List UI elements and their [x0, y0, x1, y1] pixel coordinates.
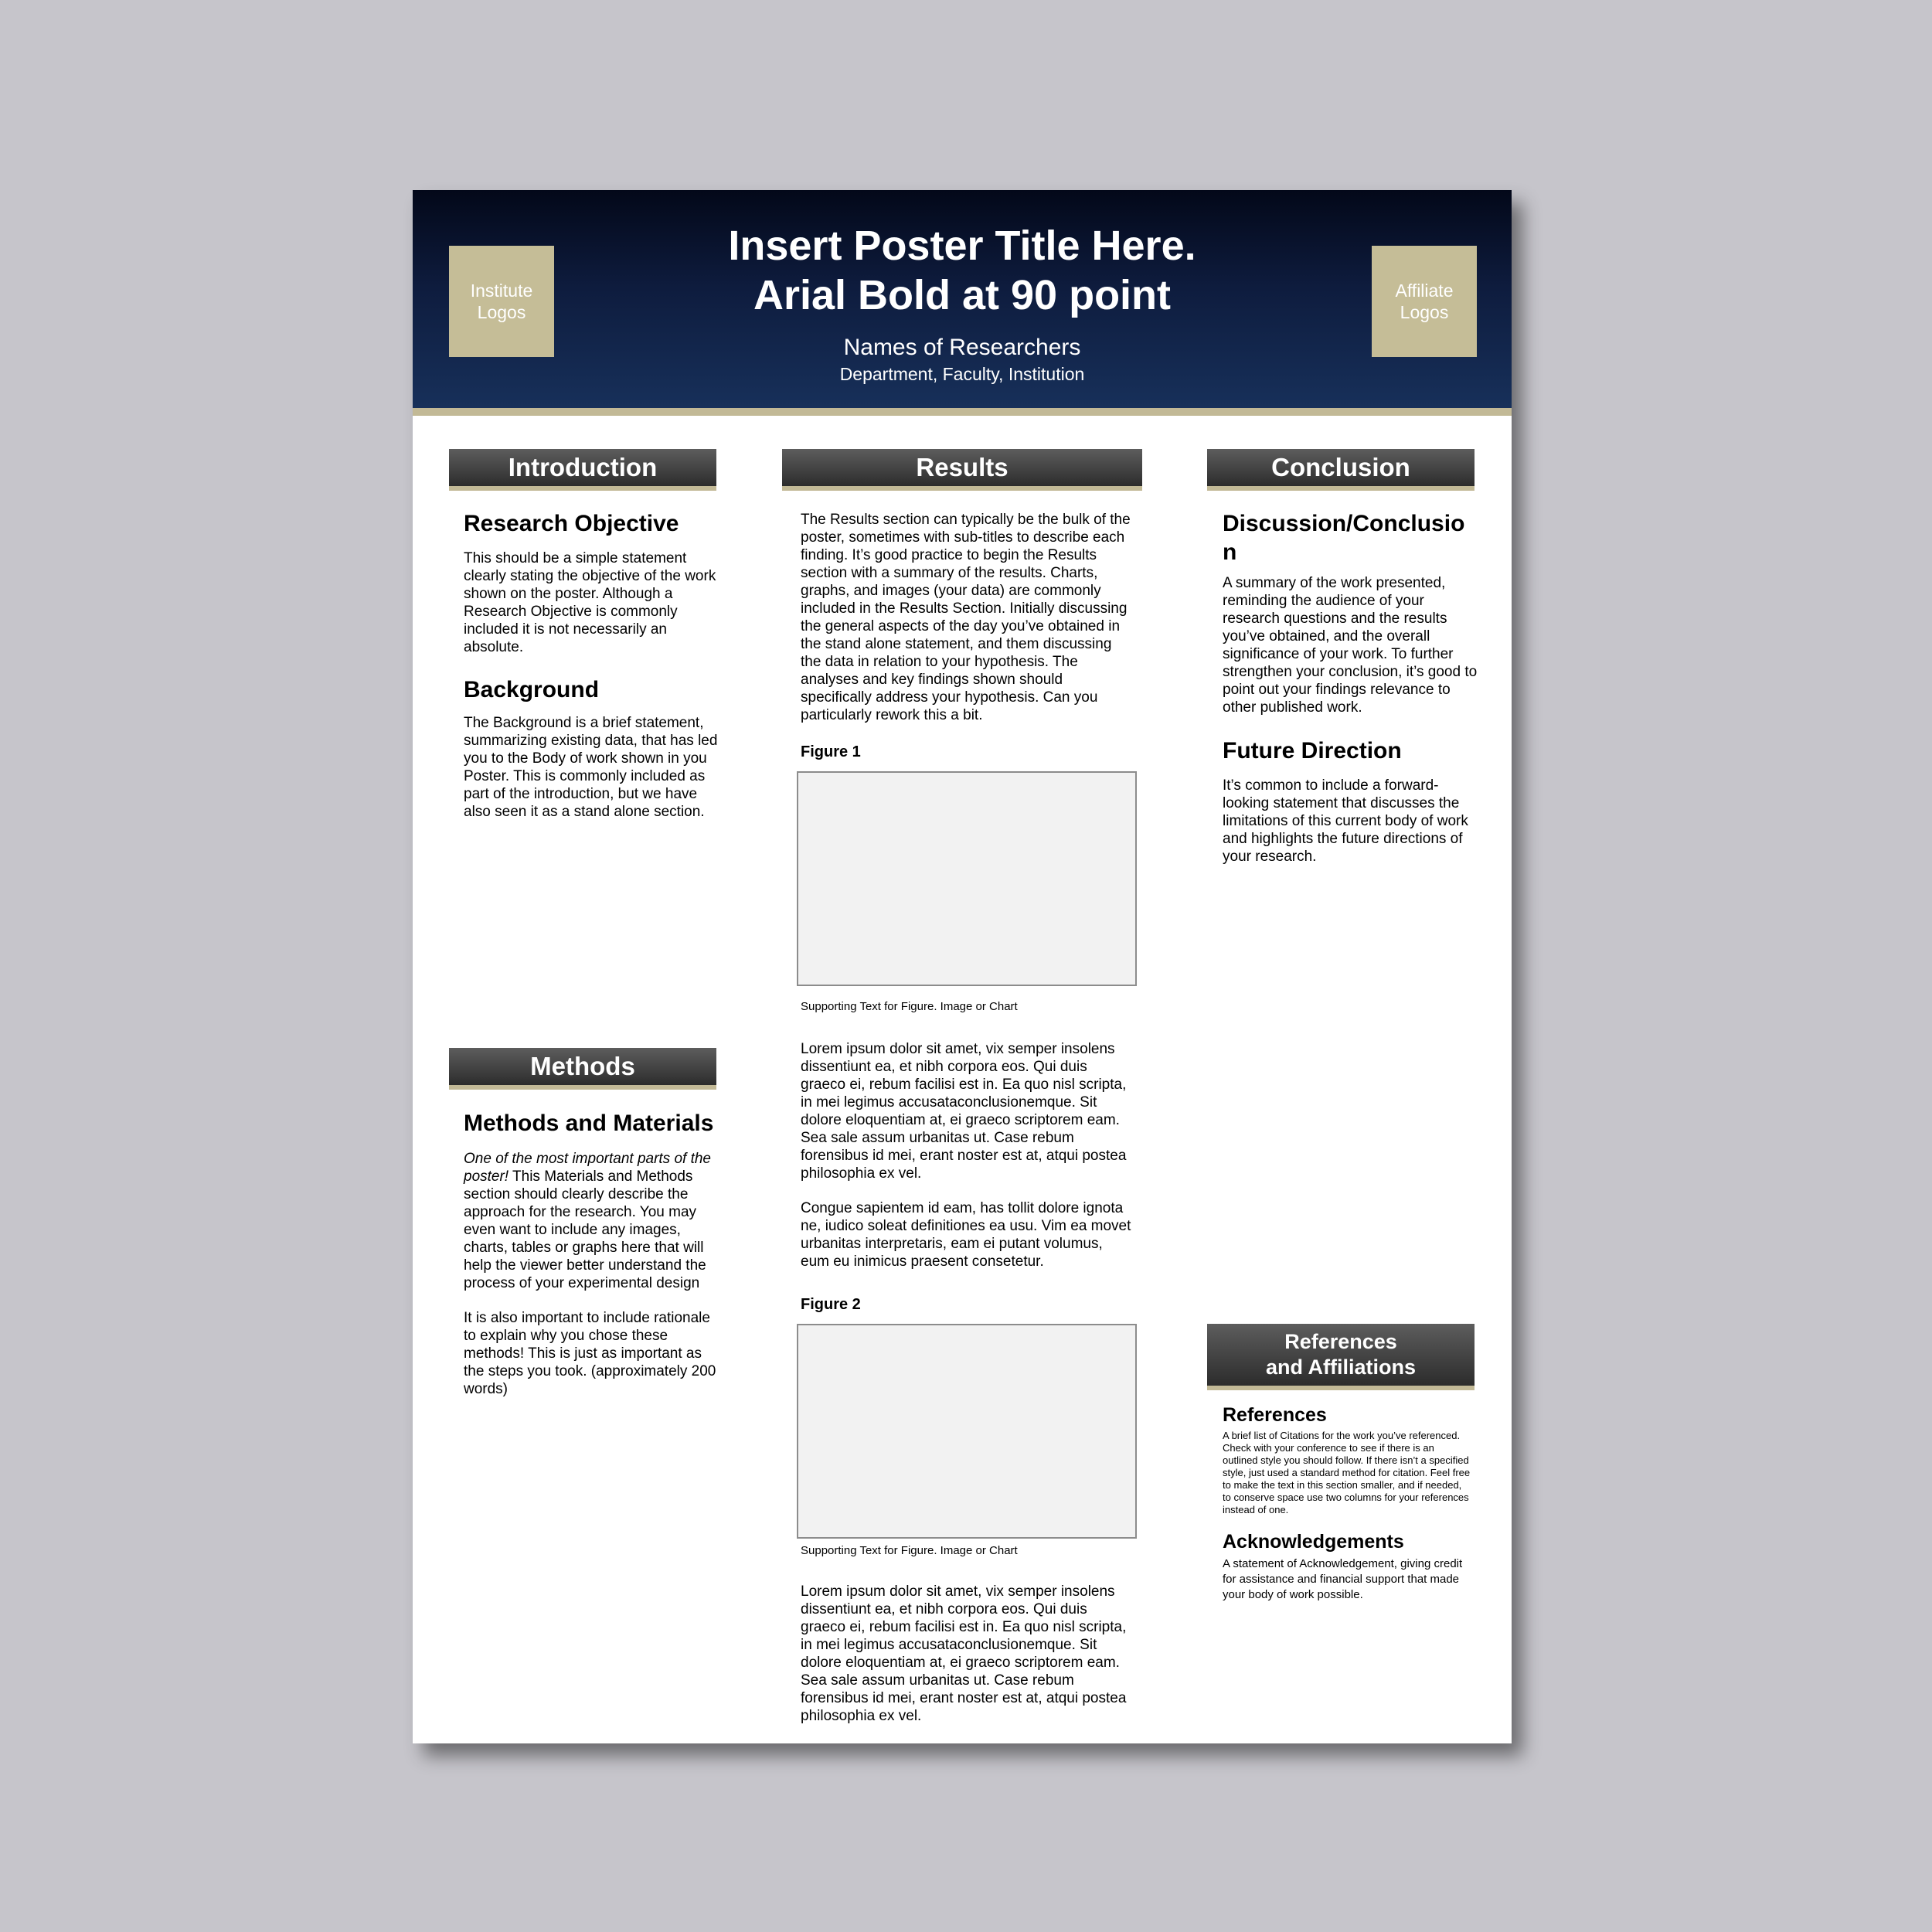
- future-direction-text: It’s common to include a forward-looking statement that discusses the limitations of this current body of work and highlights the future directions of your research.: [1223, 777, 1468, 865]
- discussion-text: A summary of the work presented, reminding the audience of your research questions and the results you’ve obtained, and the overall significance of your work. To further strengthen your conclusion, it’s good to point out your findings relevance to other published work.: [1223, 575, 1478, 716]
- section-heading-results: Results: [782, 449, 1142, 491]
- title-line-1: Insert Poster Title Here.: [728, 223, 1196, 269]
- discussion-conclusion-title: Discussion/Conclusio n: [1223, 511, 1465, 565]
- figure-2-placeholder: [797, 1324, 1137, 1539]
- poster: [413, 190, 1512, 1743]
- results-intro-text: The Results section can typically be the bulk of the poster, sometimes with sub-titles to describe each finding. It’s good practice to begin the Results section with a summary of the results. Charts, graphs, and images (your data) are commonly included in the Results Section. Initially discussing the general aspects of the day you’ve obtained in the stand alone statement, and them discussing the data in relation to your hypothesis. The analyses and key findings shown should specifically address your hypothesis. Can you particularly rework this a bit.: [801, 512, 1131, 723]
- methods-materials-title: Methods and Materials: [464, 1111, 714, 1136]
- section-heading-conclusion: Conclusion: [1207, 449, 1475, 491]
- section-heading-references: References and Affiliations: [1207, 1324, 1475, 1390]
- methods-text-1: [464, 1150, 719, 1292]
- methods-text-1-body: This Materials and Methods section should clearly describe the approach for the research. You may even want to include any images, charts, tables or graphs here that will help the viewer better understand the process of your experimental design: [464, 1168, 706, 1291]
- figure-1-label: Figure 1: [801, 743, 861, 760]
- results-lorem-1: Lorem ipsum dolor sit amet, vix semper insolens dissentiunt ea, et nibh corpora eos. Qui duis graeco ei, rebum facilisi est in. Ea quo nisl scripta, in mei legimus accusataconclusionemque. Sit dolore eloquentiam at, ei graeco scriptorem eam. Sea sale assum urbanitas ut. Case rebum forensibus id mei, erant noster est at, atqui postea philosophia ex vel.: [801, 1041, 1127, 1182]
- poster-title: [567, 221, 1357, 320]
- department-line: Department, Faculty, Institution: [839, 364, 1085, 384]
- results-lorem-2: Congue sapientem id eam, has tollit dolore ignota ne, iudico soleat definitiones ea usu. Vim ea movet urbanitas interpretaris, eam ei putant volumus, eum eu inimicus praesent consetetur.: [801, 1200, 1131, 1270]
- section-heading-introduction: Introduction: [449, 449, 716, 491]
- figure-1-caption: Supporting Text for Figure. Image or Chart: [801, 1000, 1018, 1013]
- title-line-2: Arial Bold at 90 point: [753, 272, 1172, 318]
- research-objective-title: Research Objective: [464, 511, 679, 536]
- acknowledgements-text: A statement of Acknowledgement, giving credit for assistance and financial support that made your body of work possible.: [1223, 1557, 1463, 1601]
- future-direction-title: Future Direction: [1223, 738, 1402, 764]
- poster-header: [413, 190, 1512, 408]
- references-text: A brief list of Citations for the work you’ve referenced. Check with your conference to see if there is an outlined style you should follow. If there isn’t a specified style, just used a standard method for citation. Feel free to make the text in this section smaller, and if needed, to conserve space use two columns for your references instead of one.: [1223, 1430, 1471, 1515]
- results-lorem-3: Lorem ipsum dolor sit amet, vix semper insolens dissentiunt ea, et nibh corpora eos. Qui duis graeco ei, rebum facilisi est in. Ea quo nisl scripta, in mei legimus accusataconclusionemque. Sit dolore eloquentiam at, ei graeco scriptorem eam. Sea sale assum urbanitas ut. Case rebum forensibus id mei, erant noster est at, atqui postea philosophia ex vel.: [801, 1583, 1127, 1724]
- figure-2-label: Figure 2: [801, 1296, 861, 1313]
- methods-text-2: It is also important to include rationale to explain why you chose these methods! This is just as important as the steps you took. (approximately 200 words): [464, 1310, 716, 1397]
- references-title: References: [1223, 1404, 1327, 1426]
- header-gold-strip: [413, 408, 1512, 416]
- section-heading-methods: Methods: [449, 1048, 716, 1090]
- affiliate-logo-placeholder: Affiliate Logos: [1372, 246, 1477, 357]
- methods-italic-lead: One of the most important parts of the poster!: [464, 1151, 711, 1185]
- institute-logo-placeholder: Institute Logos: [449, 246, 554, 357]
- research-objective-text: This should be a simple statement clearly stating the objective of the work shown on the poster. Although a Research Objective is commonly included it is not necessarily an absolute.: [464, 550, 716, 655]
- acknowledgements-title: Acknowledgements: [1223, 1531, 1404, 1553]
- figure-2-caption: Supporting Text for Figure. Image or Chart: [801, 1544, 1018, 1557]
- background-title: Background: [464, 677, 600, 702]
- researcher-names: Names of Researchers: [843, 335, 1081, 360]
- background-text: The Background is a brief statement, summarizing existing data, that has led you to the Body of work shown in you Poster. This is commonly included as part of the introduction, but we have also seen it as a stand alone section.: [464, 715, 718, 820]
- figure-1-placeholder: [797, 771, 1137, 986]
